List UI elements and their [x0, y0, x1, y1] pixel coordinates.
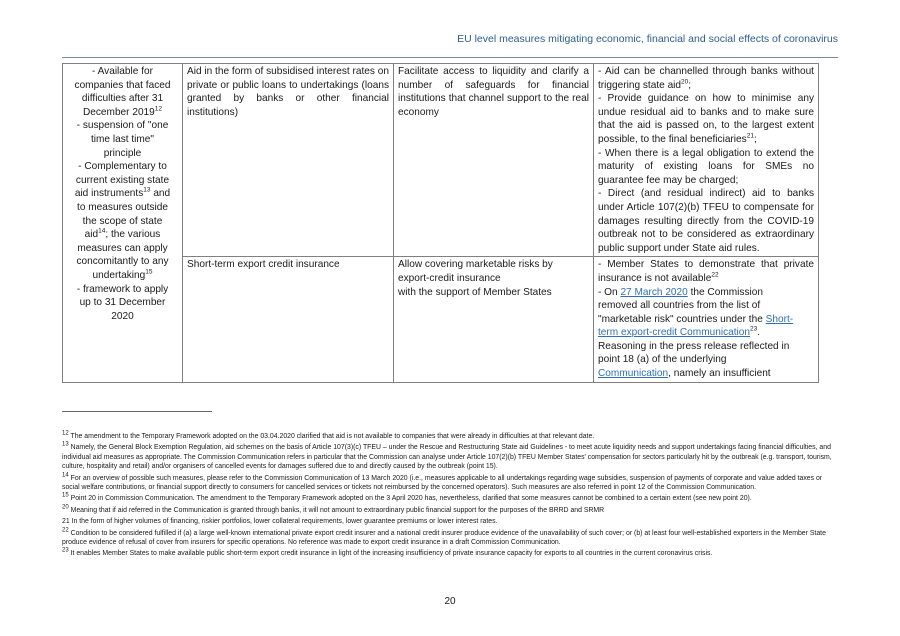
condition-line: - Available for	[92, 66, 153, 77]
details-cell	[594, 257, 819, 382]
page-number: 20	[444, 596, 456, 607]
detail-text: - On	[598, 286, 621, 298]
footnote-text: Meaning that if aid referred in the Communication is granted through banks, it will not amount to extraordinary public financial support for the purposes of the BRRD and SRMR	[70, 506, 605, 514]
detail-text: - Member States to demonstrate that private insurance is not available	[598, 259, 814, 284]
communication-link[interactable]: Short-	[765, 313, 794, 325]
condition-line: 2020	[111, 310, 134, 322]
detail-item	[598, 65, 814, 92]
condition-line: principle	[103, 147, 142, 159]
footnote-text: 21 In the form of higher volumes of financing, riskier portfolios, lower collateral requirements, lower guarantee premiums or lower interest rates.	[62, 518, 498, 526]
footnote	[62, 517, 840, 526]
press-release-link[interactable]: 27 March 2020	[620, 286, 688, 298]
condition-line	[67, 269, 178, 283]
condition-line: up to 31 December	[79, 297, 166, 309]
measure-cell: Short-term export credit insurance	[183, 257, 394, 382]
footnote-text: Point 20 in Commission Communication. The amendment to the Temporary Framework adopted on the 3 April 2020 has, nevertheless, clarified that some measures cannot be combined to a certain extent (see new point 20).	[70, 495, 752, 503]
objective-line: export-credit insurance	[398, 272, 501, 284]
detail-text: ;	[753, 133, 757, 145]
condition-text: aid instruments	[74, 188, 144, 200]
measures-table	[62, 63, 819, 383]
detail-line: point 18 (a) of the underlying	[598, 354, 727, 366]
condition-text: December 2019	[82, 106, 155, 118]
condition-line: - suspension of "one	[76, 120, 169, 132]
footnote	[62, 494, 840, 503]
footnote-ref: 23	[750, 325, 758, 333]
detail-line: Reasoning in the press release reflected in	[598, 340, 790, 352]
detail-text: .	[757, 327, 761, 339]
footnote	[62, 443, 840, 471]
detail-text: - Aid can be channelled through banks without triggering state aid	[598, 66, 814, 91]
detail-line	[598, 367, 814, 381]
detail-text: , namely an insufficient	[668, 368, 771, 380]
footnote-number: 15	[62, 493, 69, 500]
detail-line: removed all countries from the list of	[598, 300, 761, 312]
detail-text: the Commission	[690, 286, 763, 298]
footnote-text: It enables Member States to make available public short-term export credit insurance in light of the increasing insufficiency of private insurance capacity for exports to all countries in the current coronavirus crisis.	[70, 550, 713, 558]
running-header: EU level measures mitigating economic, financial and social effects of coronavirus	[457, 33, 838, 45]
footnote	[62, 432, 840, 441]
footnote-number: 23	[62, 548, 69, 555]
footnote-ref: 12	[154, 105, 163, 113]
objective-cell	[394, 257, 594, 382]
detail-item: - When there is a legal obligation to extend the maturity of existing loans for SMEs no guarantee fee may be charged;	[598, 147, 814, 186]
detail-item	[598, 258, 814, 285]
condition-line	[67, 187, 178, 201]
condition-line: to measures outside	[77, 201, 168, 213]
header-rule	[62, 57, 838, 58]
footnote-number: 22	[62, 527, 69, 534]
condition-line: measures can apply	[77, 242, 168, 254]
condition-text: undertaking	[92, 269, 146, 281]
objective-line: with the support of Member States	[398, 286, 552, 298]
detail-item: - Direct (and residual indirect) aid to banks under Article 107(2)(b) TFEU to compensate for damages resulting directly from the COVID-19 outbreak not to be considered as extraordinary public support under State aid rules.	[598, 188, 814, 254]
detail-text: "marketable risk" countries under the	[598, 313, 766, 325]
table-row	[63, 64, 819, 257]
condition-text: and	[150, 188, 171, 200]
condition-line	[67, 228, 178, 242]
footnote	[62, 474, 840, 493]
footnote-ref: 21	[746, 132, 754, 140]
footnote-number: 14	[62, 472, 69, 479]
conditions-cell	[63, 64, 183, 383]
footnote-ref: 22	[711, 271, 719, 279]
footnote-number: 12	[62, 430, 69, 437]
condition-text: aid	[84, 229, 99, 241]
footnote-text: Condition to be considered fulfilled if (a) a large well-known international private export credit insurer and a national credit insurer produce evidence of the unavailability of such cover; or (b) at least four well-established exporters in the Member State produce evidence of refusal of cover from insurers for specific operations. No reference was made to export credit insurance in a draft Commission Communication.	[62, 529, 826, 547]
detail-item	[598, 92, 814, 146]
footnotes	[62, 432, 840, 561]
condition-line	[67, 106, 178, 120]
detail-line	[598, 313, 814, 327]
footnote	[62, 549, 840, 558]
condition-line: concomitantly to any	[76, 256, 169, 268]
footnote-ref: 14	[98, 227, 106, 235]
condition-line: companies that faced	[74, 79, 171, 91]
detail-text: ;	[688, 79, 692, 91]
condition-text: ; the various	[105, 229, 161, 241]
underlying-communication-link[interactable]: Communication	[598, 368, 669, 380]
footnote-rule	[62, 411, 212, 412]
footnote-ref: 15	[145, 268, 153, 276]
condition-line: the scope of state	[82, 215, 163, 227]
detail-text: - Provide guidance on how to minimise any undue residual aid to banks and to make sure that the aid is passed on, to the largest extent possible, to the final beneficiaries	[598, 93, 814, 145]
condition-line: difficulties after 31	[81, 93, 164, 105]
condition-line: current existing state	[75, 174, 170, 186]
condition-line: - framework to apply	[76, 283, 169, 295]
footnote	[62, 506, 840, 515]
objective-line: Allow covering marketable risks by	[398, 259, 553, 271]
condition-line: - Complementary to	[78, 161, 167, 173]
footnote	[62, 529, 840, 548]
condition-line: time last time"	[90, 133, 155, 145]
objective-cell: Facilitate access to liquidity and clarify a number of safeguards for financial institutions that channel support to the real economy	[394, 64, 594, 257]
detail-item	[598, 286, 814, 300]
footnote-text: Namely, the General Block Exemption Regulation, aid schemes on the basis of Article 107(3)(c) TFEU – under the Rescue and Restructuring State aid Guidelines - to meet acute liquidity needs and support undertakings facing financial difficulties, and individual aid measures as appropriate. The Commission Communication refers in particular that the Commission can analyse under Article 107(2)(b) TFEU Member States' compensation for sectors particularly hit by the outbreak (e.g. transport, tourism, culture, hospitality and retail) and/or organisers of cancelled events for damages suffered due to and directly caused by the outbreak (point 15).	[62, 444, 832, 471]
footnote-number: 20	[62, 504, 69, 511]
footnote-text: The amendment to the Temporary Framework adopted on the 03.04.2020 clarified that aid is not available to companies that were already in difficulties at that relevant date.	[70, 433, 595, 440]
footnote-ref: 20	[681, 78, 689, 86]
footnote-number: 13	[62, 442, 69, 449]
measure-cell: Aid in the form of subsidised interest rates on private or public loans to undertakings (loans granted by banks or other financial institutions)	[183, 64, 394, 257]
detail-line	[598, 326, 814, 340]
details-cell	[594, 64, 819, 257]
communication-link[interactable]: term export-credit Communication	[598, 327, 751, 339]
footnote-text: For an overview of possible such measures, please refer to the Commission Communication of 13 March 2020 (i.e., measures applicable to all undertakings regarding wage subsidies, suspension of payments of corporate and value added taxes or social welfare contributions, or financial support directly to consumers for cancelled services or tickets not reimbursed by the concerned operators). Such measures are also referred in point 12 of the Commission Communication.	[62, 474, 823, 492]
footnote-ref: 13	[143, 186, 151, 194]
